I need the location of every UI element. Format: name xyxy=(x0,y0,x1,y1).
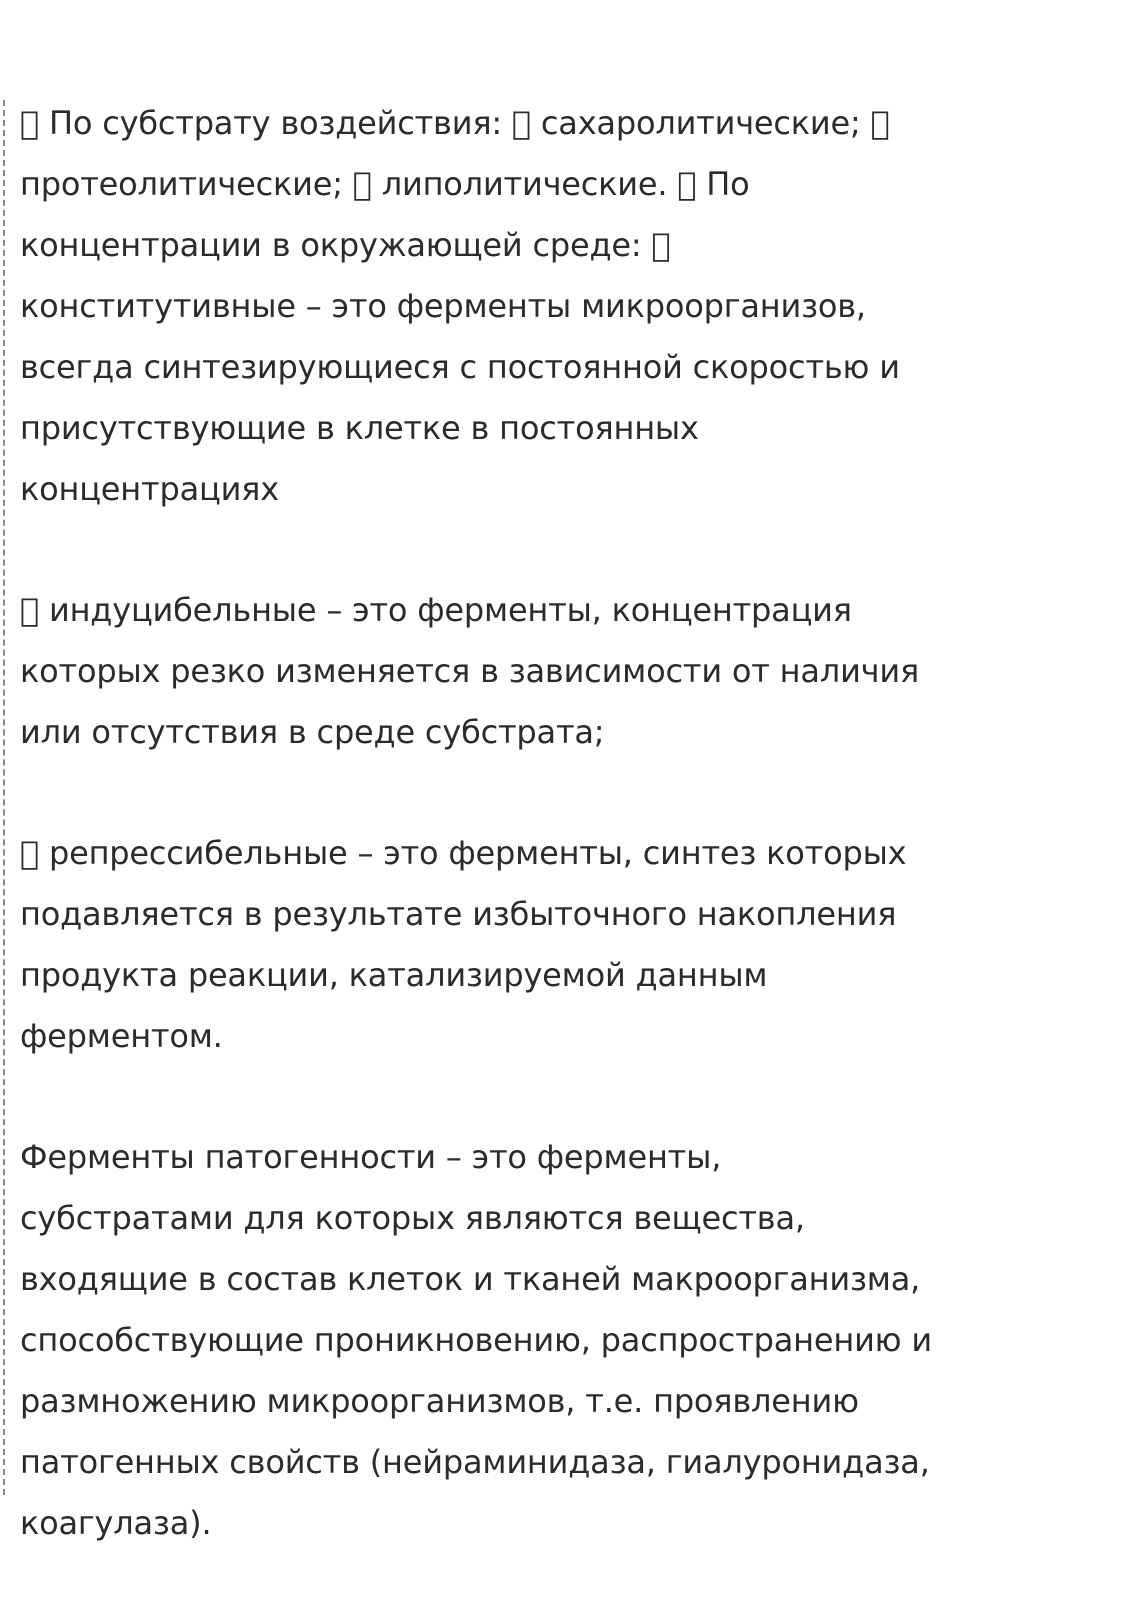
text-line: Ферменты патогенности – это ферменты, xyxy=(20,1138,722,1176)
text-line: входящие в состав клеток и тканей макроорганизма, xyxy=(20,1260,921,1298)
text-line: подавляется в результате избыточного накопления xyxy=(20,895,897,933)
text-line: коагулаза). xyxy=(20,1504,212,1542)
text-line: или отсутствия в среде субстрата; xyxy=(20,713,605,751)
text-line: По субстрату воздействия: сахаролитические; xyxy=(20,104,803,142)
document-body xyxy=(20,93,1120,1554)
paragraph-repressible xyxy=(20,823,1120,1067)
text-line: продукта реакции, катализируемой данным xyxy=(20,956,768,994)
text-line: которых резко изменяется в зависимости от наличия xyxy=(20,652,920,690)
text-line: присутствующие в клетке в постоянных xyxy=(20,409,699,447)
text-line: индуцибельные – это ферменты, концентрация xyxy=(20,591,823,629)
text-line: протеолитические; липолитические. По xyxy=(20,165,692,203)
paragraph-inducible xyxy=(20,580,1120,763)
text-line: конститутивные – это ферменты микроорганизов, xyxy=(20,287,866,325)
text-line: концентрации в окружающей среде: xyxy=(20,226,642,264)
text-line: ферментом. xyxy=(20,1017,223,1055)
text-line: способствующие проникновению, распространению и xyxy=(20,1321,932,1359)
left-dashed-rule xyxy=(3,100,5,1495)
paragraph-substrate-concentration xyxy=(20,93,1120,520)
text-line: субстратами для которых являются вещества, xyxy=(20,1199,805,1237)
text-line: концентрациях xyxy=(20,470,279,508)
text-line: всегда синтезирующиеся с постоянной скоростью и xyxy=(20,348,900,386)
text-line: репрессибельные – это ферменты, синтез которых xyxy=(20,834,878,872)
text-line: размножению микроорганизмов, т.е. проявлению xyxy=(20,1382,859,1420)
paragraph-pathogenicity xyxy=(20,1127,1120,1554)
text-line: патогенных свойств (нейраминидаза, гиалуронидаза, xyxy=(20,1443,930,1481)
